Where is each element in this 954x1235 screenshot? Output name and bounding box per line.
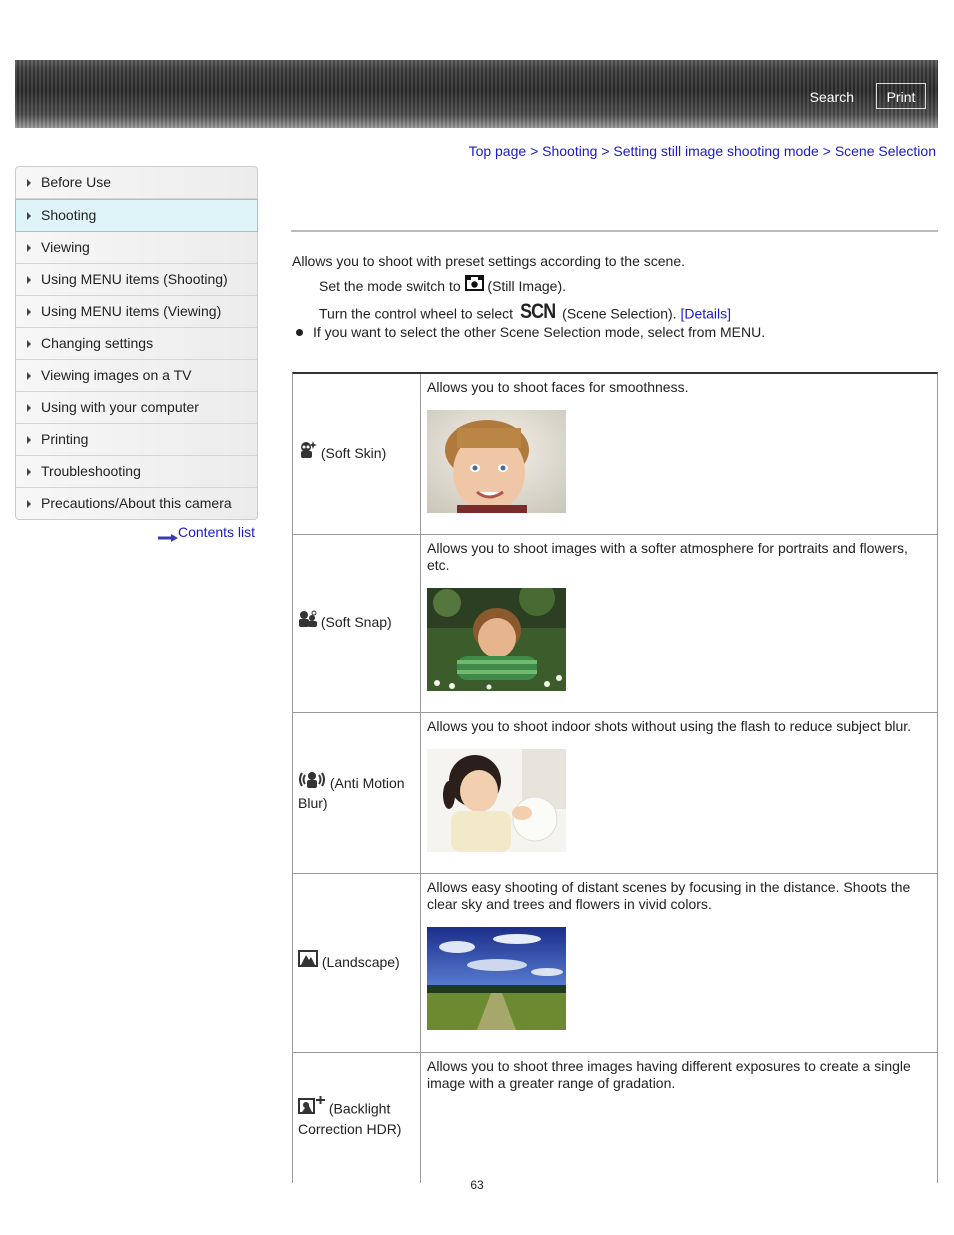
mode-desc-cell [421,535,937,696]
page-number: 63 [470,1178,484,1192]
mode-desc-cell [421,713,937,857]
sky-and-field-image [427,927,566,1030]
triangle-right-icon [27,179,31,187]
triangle-right-icon [27,436,31,444]
girl-with-ball-indoors-image [427,749,566,852]
mode-desc-cell [421,874,937,1035]
triangle-right-icon [27,372,31,380]
mode-desc-cell [421,374,937,518]
anti-motion-blur-icon [298,774,326,795]
print-button[interactable]: Print [876,83,926,109]
mode-name-cell [293,713,421,873]
triangle-right-icon [27,212,31,220]
sidebar-item-label: Troubleshooting [41,463,141,479]
soft-skin-icon [298,444,317,465]
sidebar-item-label: Before Use [41,174,112,190]
triangle-right-icon [27,500,31,508]
table-row [293,374,937,535]
mode-name: (Landscape) [321,953,400,970]
camera-icon [465,278,484,297]
triangle-right-icon [27,340,31,348]
mode-description: Allows easy shooting of distant scenes by focusing in the distance. Shoots the clear sky and trees and flowers in vivid colors. [427,879,911,912]
triangle-right-icon [27,468,31,476]
sidebar-item-shooting[interactable] [15,199,258,232]
contents-list-link[interactable] [158,524,255,540]
site-header [15,60,938,128]
mode-name-cell [293,874,421,1052]
breadcrumb-scene-selection[interactable]: Scene Selection [834,143,936,159]
landscape-icon [298,953,318,974]
sidebar-item-label: Viewing [41,239,90,255]
step-2-suffix: (Scene Selection). [562,305,677,322]
contents-list-label: Contents list [178,524,256,540]
triangle-right-icon [27,244,31,252]
mode-name: (Soft Skin) [320,444,387,461]
sidebar-item-menu-viewing[interactable] [16,296,257,328]
title-divider [291,230,938,232]
table-row [293,1053,937,1183]
sidebar-item-menu-shooting[interactable] [16,264,257,296]
bullet-icon [296,329,303,336]
mode-name: (Soft Snap) [320,614,392,631]
step-1-suffix: (Still Image). [487,278,566,295]
breadcrumb-separator: > [601,143,610,159]
sidebar-item-label: Precautions/About this camera [41,495,232,511]
breadcrumb-top-page[interactable]: Top page [468,143,527,159]
sidebar-item-viewing[interactable] [16,232,257,264]
sidebar-item-label: Viewing images on a TV [41,367,192,383]
mode-description: Allows you to shoot three images having different exposures to create a single image with a greater range of gradation. [427,1058,911,1091]
sidebar-nav [15,166,258,520]
step-1-prefix: Set the mode switch to [319,278,461,295]
table-row [293,535,937,713]
sidebar-item-troubleshooting[interactable] [16,456,257,488]
table-row [293,713,937,874]
breadcrumb-shooting[interactable]: Shooting [542,143,598,159]
step-2-prefix: Turn the control wheel to select [319,305,514,322]
sidebar-item-label: Using MENU items (Shooting) [41,271,228,287]
mode-name-cell [293,535,421,712]
note-text: If you want to select the other Scene Selection mode, select from MENU. [313,324,766,340]
mode-description: Allows you to shoot images with a softer atmosphere for portraits and flowers, etc. [427,540,908,573]
breadcrumb-separator: > [822,143,831,159]
sidebar-item-label: Shooting [41,207,97,223]
scn-icon: SCN [520,300,556,323]
mode-name-cell [293,1053,421,1183]
scene-modes-table [292,372,938,1183]
mode-desc-cell [421,1053,937,1097]
boy-smiling-portrait-image [427,410,566,513]
sidebar-item-label: Changing settings [41,335,154,351]
mode-name: (Backlight Correction HDR) [298,1100,402,1137]
details-link[interactable]: [Details] [680,305,732,322]
soft-snap-icon [298,613,317,634]
triangle-right-icon [27,276,31,284]
mode-name: (Anti Motion Blur) [298,775,405,811]
sidebar-item-label: Using MENU items (Viewing) [41,303,222,319]
mode-name-cell [293,374,421,534]
arrow-right-icon [158,529,178,537]
sidebar-item-label: Printing [41,431,89,447]
intro-text: Allows you to shoot with preset settings according to the scene. [292,253,685,269]
table-row [293,874,937,1053]
backlight-hdr-icon [298,1099,325,1121]
mode-description: Allows you to shoot faces for smoothness. [427,379,689,395]
breadcrumb-separator: > [530,143,539,159]
triangle-right-icon [27,404,31,412]
step-1 [319,278,566,297]
sidebar-item-printing[interactable] [16,424,257,456]
sidebar-item-viewing-tv[interactable] [16,360,257,392]
breadcrumb [469,143,936,159]
triangle-right-icon [27,308,31,316]
breadcrumb-setting-still[interactable]: Setting still image shooting mode [613,143,819,159]
sidebar-item-label: Using with your computer [41,399,199,415]
note [296,324,765,340]
boy-lying-on-grass-image [427,588,566,691]
sidebar-item-precautions[interactable] [16,488,257,519]
sidebar-item-changing-settings[interactable] [16,328,257,360]
search-link[interactable]: Search [809,89,854,105]
sidebar-item-before-use[interactable] [16,167,257,199]
mode-description: Allows you to shoot indoor shots without using the flash to reduce subject blur. [427,718,912,734]
sidebar-item-computer[interactable] [16,392,257,424]
